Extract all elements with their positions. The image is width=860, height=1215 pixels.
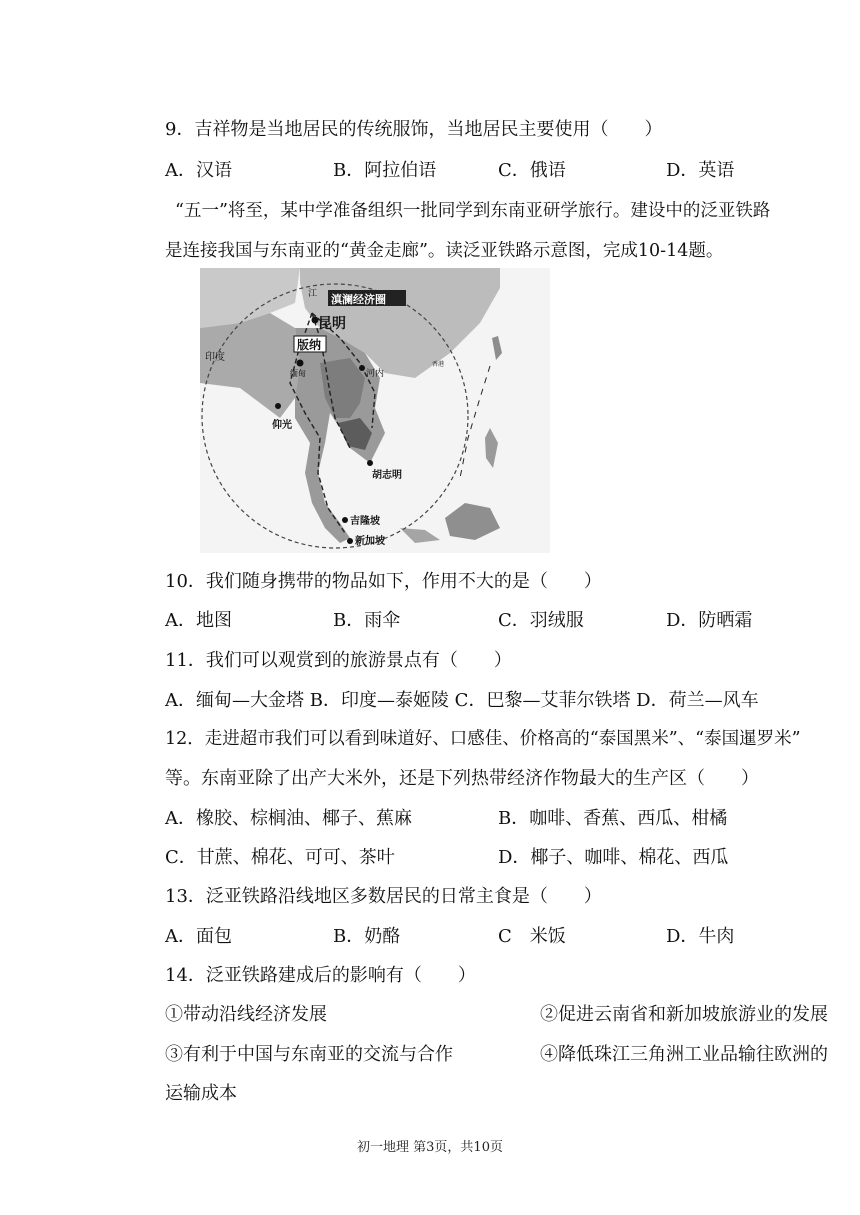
q10-option-d: D．防晒霜 bbox=[666, 610, 753, 631]
q10-option-c: C．羽绒服 bbox=[498, 610, 584, 631]
q9-stem: 9．吉祥物是当地居民的传统服饰，当地居民主要使用（ ） bbox=[165, 119, 663, 140]
page-footer: 初一地理 第3页，共10页 bbox=[357, 1140, 503, 1155]
q9-option-c: C．俄语 bbox=[498, 160, 566, 181]
q13-option-a: A．面包 bbox=[165, 926, 232, 947]
q12-option-b: B．咖啡、香蕉、西瓜、柑橘 bbox=[498, 808, 728, 829]
singapore-dot bbox=[347, 538, 353, 544]
yangon-label: 仰光 bbox=[272, 420, 292, 431]
singapore-label: 新加坡 bbox=[355, 536, 385, 547]
kl-dot bbox=[342, 517, 348, 523]
q10-option-b: B．雨伞 bbox=[333, 610, 401, 631]
q10-stem: 10．我们随身携带的物品如下，作用不大的是（ ） bbox=[165, 571, 602, 592]
india-label: 印度 bbox=[205, 352, 225, 363]
q14-stem: 14．泛亚铁路建成后的影响有（ ） bbox=[165, 965, 476, 986]
intro-line-2: 是连接我国与东南亚的“黄金走廊”。读泛亚铁路示意图，完成10-14题。 bbox=[165, 241, 724, 261]
banna-dot bbox=[297, 360, 304, 367]
banna-label: 版纳 bbox=[297, 338, 322, 352]
river-label: 江 bbox=[308, 289, 318, 299]
hk-label: 香港 bbox=[432, 361, 445, 368]
q13-option-c: C 米饭 bbox=[498, 926, 566, 947]
pan-asia-railway-map bbox=[200, 268, 550, 553]
q11-stem: 11．我们可以观赏到的旅游景点有（ ） bbox=[165, 650, 512, 671]
q12-option-c: C．甘蔗、棉花、可可、茶叶 bbox=[165, 847, 395, 868]
q11-options: A．缅甸—大金塔 B．印度—泰姬陵 C．巴黎—艾菲尔铁塔 D．荷兰—风车 bbox=[165, 690, 759, 711]
q14-item-4-continuation: 运输成本 bbox=[165, 1083, 237, 1104]
q12-option-a: A．橡胶、棕榈油、椰子、蕉麻 bbox=[165, 808, 412, 829]
q12-stem-1: 12．走进超市我们可以看到味道好、口感佳、价格高的“泰国黑米”、“泰国暹罗米” bbox=[165, 729, 801, 749]
q14-item-1: ①带动沿线经济发展 bbox=[165, 1004, 327, 1025]
q12-option-d: D．椰子、咖啡、棉花、西瓜 bbox=[498, 847, 729, 868]
q9-option-b: B．阿拉伯语 bbox=[333, 160, 437, 181]
yangon-dot bbox=[275, 403, 281, 409]
region-label: 滇澜经济圈 bbox=[331, 293, 386, 306]
q13-option-d: D．牛肉 bbox=[666, 926, 735, 947]
kl-label: 吉隆坡 bbox=[350, 516, 380, 527]
q12-stem-2: 等。东南亚除了出产大米外，还是下列热带经济作物最大的生产区（ ） bbox=[165, 768, 759, 789]
hcm-label: 胡志明 bbox=[372, 470, 402, 481]
kunming-label: 昆明 bbox=[318, 316, 346, 332]
q13-stem: 13．泛亚铁路沿线地区多数居民的日常主食是（ ） bbox=[165, 886, 602, 907]
myanmar-label: 缅甸 bbox=[290, 369, 306, 378]
q14-item-3: ③有利于中国与东南亚的交流与合作 bbox=[165, 1044, 453, 1065]
q9-option-d: D．英语 bbox=[666, 160, 735, 181]
hanoi-label: 河内 bbox=[366, 369, 385, 379]
q10-option-a: A．地图 bbox=[165, 610, 232, 631]
q9-option-a: A．汉语 bbox=[165, 160, 232, 181]
intro-line-1: “五一”将至，某中学准备组织一批同学到东南亚研学旅行。建设中的泛亚铁路 bbox=[175, 201, 771, 221]
hcm-dot bbox=[367, 460, 373, 466]
q14-item-2: ②促进云南省和新加坡旅游业的发展 bbox=[540, 1004, 828, 1025]
q14-item-4: ④降低珠江三角洲工业品输往欧洲的 bbox=[540, 1044, 828, 1065]
hanoi-dot bbox=[359, 365, 365, 371]
q13-option-b: B．奶酪 bbox=[333, 926, 401, 947]
